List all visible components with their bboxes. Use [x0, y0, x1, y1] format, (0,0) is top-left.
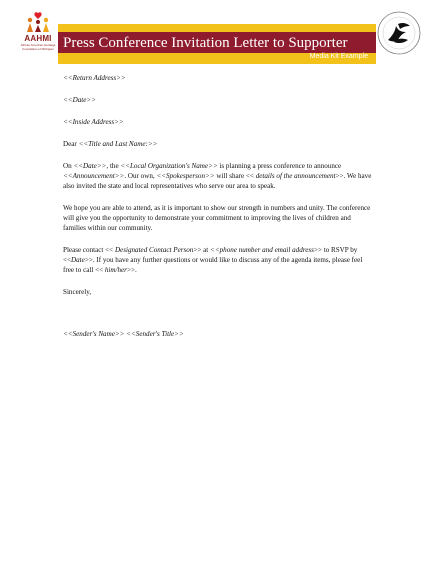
- paragraph-attendance: We hope you are able to attend, as it is important to show our strength in numbers and unity. The conference will give you the opportunity to demonstrate your commitment to improving the lives of children and families within our community.: [63, 204, 371, 232]
- paragraph-announcement: On <<Date>>, the <<Local Organization's Name>> is planning a press conference to announce <<Announcement>>. Our own, <<Spokesperson>> will share << details of the announcement>>. We have also invited the state and local representatives who serve our area to speak.: [63, 162, 372, 190]
- paragraph-rsvp: Please contact << Designated Contact Person>> at <<phone number and email address>> to RSVP by <<Date>>. If you have any further questions or would like to discuss any of the agenda items, please feel free to call << him/her>>.: [63, 246, 363, 274]
- title-banner: [58, 24, 376, 64]
- return-address: <<Return Address>>: [63, 74, 126, 82]
- family-figures-icon: [24, 12, 52, 32]
- closing: Sincerely,: [63, 288, 92, 296]
- hhs-seal-icon: [376, 10, 422, 56]
- salutation: Dear <<Title and Last Name:>>: [63, 140, 158, 148]
- aahmi-logo: [18, 10, 58, 56]
- date-field: <<Date>>: [63, 96, 96, 104]
- logo-tagline: African American Heritage Foundation of Michigan: [20, 43, 56, 51]
- page-subtitle: Media Kit Example: [309, 53, 368, 60]
- page-title: Press Conference Invitation Letter to Supporter: [63, 35, 348, 51]
- signature: <<Sender's Name>> <<Sender's Title>>: [63, 330, 184, 338]
- inside-address: <<Inside Address>>: [63, 118, 124, 126]
- letter-body: [63, 73, 373, 339]
- logo-wordmark: AAHMI: [24, 34, 52, 43]
